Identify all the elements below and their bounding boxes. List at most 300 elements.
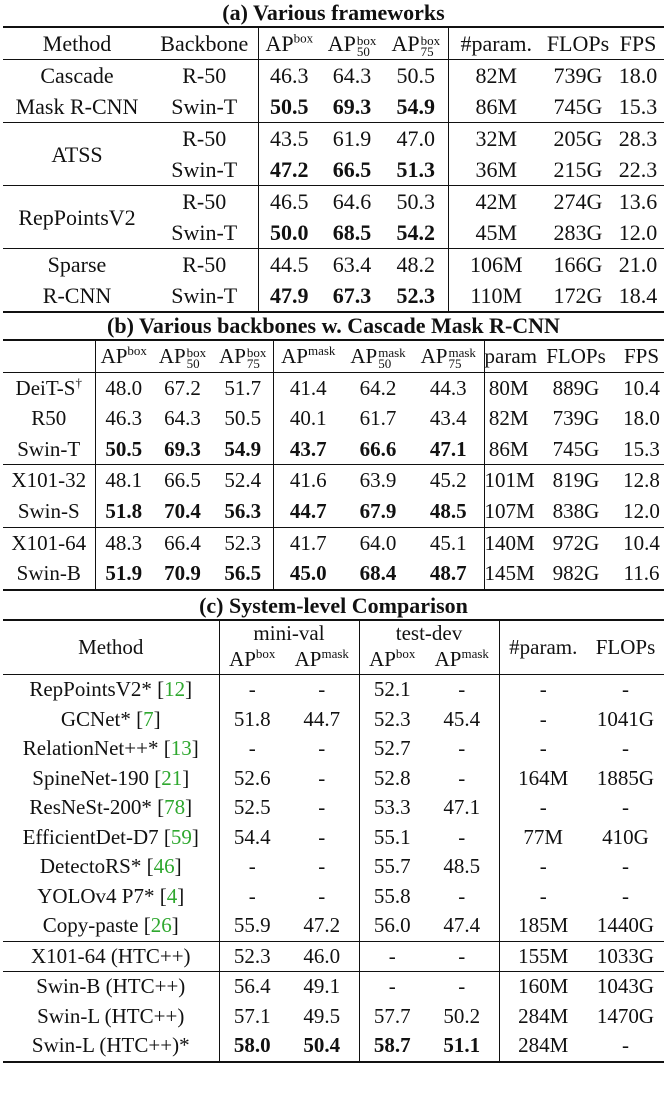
value-cell: -	[425, 882, 499, 912]
value-cell: 80M	[488, 375, 529, 400]
value-cell: 49.1	[285, 972, 359, 1002]
param-cell: 110M	[470, 283, 523, 308]
value-cell: 739G	[552, 406, 600, 431]
value-cell: 61.7	[359, 406, 397, 431]
col-method: Method	[42, 31, 112, 56]
ap50-cell: 64.6	[332, 189, 372, 214]
value-cell: 745G	[552, 436, 600, 461]
value-cell: 1043G	[596, 974, 655, 999]
col-ap-box: $AP^{box}$	[100, 343, 147, 368]
table-row	[3, 793, 664, 823]
value-cell: -	[425, 941, 499, 972]
value-cell: 82M	[488, 406, 529, 431]
value-cell: 46.0	[285, 941, 359, 972]
fps-cell: 21.0	[618, 252, 658, 277]
method-label: X101-64 (HTC++)	[30, 943, 191, 968]
backbone-cell	[3, 465, 95, 496]
value-cell: 63.9	[359, 468, 397, 493]
value-cell: 11.6	[623, 561, 660, 586]
param-cell: 36M	[475, 157, 518, 182]
table-a-header-row	[3, 27, 664, 60]
col-param: param	[484, 344, 537, 368]
value-cell: 52.7	[373, 736, 411, 761]
value-cell: 50.5	[213, 403, 273, 434]
value-cell: 44.7	[289, 498, 327, 523]
table-row	[3, 91, 664, 123]
value-cell: 1885G	[596, 765, 655, 790]
table-row	[3, 764, 664, 794]
ap-cell: 47.9	[270, 283, 309, 308]
value-cell: 52.5	[233, 795, 271, 820]
value-cell: 54.9	[213, 434, 273, 465]
param-cell: 106M	[469, 252, 523, 277]
value-cell: 52.4	[213, 465, 273, 496]
table-row	[3, 675, 664, 705]
method-cell: EfficientDet-D7 [59]	[3, 823, 219, 853]
backbone-cell	[3, 558, 95, 590]
citation-link[interactable]: 12	[164, 677, 186, 702]
ap50-cell: 69.3	[332, 94, 372, 119]
value-cell: 55.1	[373, 824, 411, 849]
value-cell: 50.2	[425, 1002, 499, 1032]
value-cell: 819G	[552, 468, 600, 493]
fps-cell: 15.3	[618, 94, 658, 119]
value-cell: 45.4	[425, 705, 499, 735]
param-cell: 82M	[475, 63, 518, 88]
col-ap-mask: $AP^{mask}$	[281, 343, 336, 368]
table-row	[3, 527, 664, 558]
value-cell: 64.0	[359, 530, 397, 555]
table-row	[3, 123, 664, 155]
fps-cell: 18.4	[618, 283, 658, 308]
method-label: Cascade	[40, 63, 114, 88]
method-cell	[3, 280, 151, 312]
value-cell: -	[248, 883, 256, 908]
col-ap75-mask: AP mask 75	[413, 340, 484, 372]
table-c-header-row-1	[3, 620, 664, 645]
backbone-label: Swin-S	[17, 498, 80, 523]
value-cell: 10.4	[623, 530, 660, 555]
value-cell: -	[285, 823, 359, 853]
value-cell: -	[285, 675, 359, 705]
value-cell: 47.2	[285, 911, 359, 941]
value-cell: 51.8	[233, 706, 271, 731]
col-minival-ap-mask: $AP^{mask}$	[285, 645, 359, 675]
value-cell: -	[622, 736, 630, 761]
value-cell: 77M	[523, 824, 564, 849]
ap-cell: 50.0	[270, 220, 309, 245]
value-cell: 52.3	[233, 943, 271, 968]
value-cell: -	[388, 974, 396, 999]
value-cell: -	[285, 852, 359, 882]
method-cell	[3, 1002, 219, 1032]
value-cell: 48.1	[105, 468, 143, 493]
method-cell: RelationNet++* [13]	[3, 734, 219, 764]
value-cell: 1033G	[596, 943, 655, 968]
value-cell: 45.1	[413, 527, 484, 558]
method-cell: YOLOv4 P7* [4]	[3, 882, 219, 912]
ap75-cell: 51.3	[384, 154, 448, 186]
method-label: RepPointsV2*	[29, 677, 152, 702]
value-cell: 15.3	[623, 436, 660, 461]
value-cell: 40.1	[289, 406, 327, 431]
backbone-cell	[3, 403, 95, 434]
col-ap: $AP^{box}$	[265, 30, 314, 56]
param-cell: 32M	[475, 126, 518, 151]
value-cell: 54.4	[233, 824, 271, 849]
backbone-label: X101-64	[11, 530, 87, 555]
value-cell: 47.1	[413, 434, 484, 465]
value-cell: 67.2	[164, 375, 201, 400]
value-cell: 45.2	[413, 465, 484, 496]
value-cell: 45.0	[289, 561, 327, 586]
value-cell: 55.8	[373, 883, 411, 908]
value-cell: 66.6	[359, 436, 397, 461]
method-label: ResNeSt-200*	[29, 795, 152, 820]
value-cell: 56.3	[213, 496, 273, 527]
col-fps: FPS	[623, 344, 660, 368]
col-minival-ap-box: $AP^{box}$	[229, 645, 276, 671]
value-cell: -	[248, 854, 256, 879]
value-cell: 1041G	[596, 706, 655, 731]
param-cell: 86M	[475, 94, 518, 119]
value-cell: 889G	[552, 375, 600, 400]
method-label: Copy-paste	[42, 913, 139, 938]
value-cell: -	[425, 734, 499, 764]
value-cell: 48.5	[425, 852, 499, 882]
flops-cell: 745G	[553, 94, 603, 119]
citation-link[interactable]: 46	[153, 854, 175, 879]
col-fps: FPS	[619, 31, 657, 56]
value-cell: 284M	[518, 1003, 569, 1028]
method-label: Swin-L (HTC++)*	[31, 1033, 190, 1058]
value-cell: 982G	[552, 561, 600, 586]
fps-cell: 28.3	[618, 126, 658, 151]
value-cell: 1470G	[596, 1003, 655, 1028]
value-cell: 56.5	[213, 558, 273, 590]
value-cell: 67.9	[359, 498, 397, 523]
table-row	[3, 280, 664, 312]
value-cell: -	[285, 882, 359, 912]
value-cell: -	[539, 736, 547, 761]
table-c-caption: (c) System-level Comparison	[199, 592, 468, 618]
value-cell: -	[248, 677, 256, 702]
ap75-cell: 50.3	[384, 186, 448, 218]
backbone-cell: R-50	[151, 249, 258, 281]
value-cell: 10.4	[623, 375, 660, 400]
method-cell: ResNeSt-200* [78]	[3, 793, 219, 823]
value-cell: 57.7	[373, 1003, 411, 1028]
backbone-cell	[3, 527, 95, 558]
ap75-cell: 50.5	[384, 60, 448, 92]
table-row	[3, 705, 664, 735]
value-cell: -	[248, 736, 256, 761]
flops-cell: 172G	[553, 283, 603, 308]
method-label: DetectoRS*	[39, 854, 142, 879]
value-cell: 70.9	[164, 561, 201, 586]
col-ap50: AP box 50	[327, 31, 377, 59]
value-cell: -	[622, 1033, 630, 1058]
method-label: EfficientDet-D7	[22, 824, 159, 849]
flops-cell: 274G	[553, 189, 603, 214]
value-cell: -	[622, 854, 630, 879]
table-row	[3, 823, 664, 853]
backbone-label: X101-32	[11, 468, 87, 493]
backbone-cell: R-50	[151, 60, 258, 92]
value-cell: 56.0	[373, 913, 411, 938]
method-label: SpineNet-190	[32, 765, 149, 790]
table-row	[3, 852, 664, 882]
value-cell: -	[539, 854, 547, 879]
flops-cell: 283G	[553, 220, 603, 245]
flops-cell: 205G	[553, 126, 603, 151]
value-cell: 68.4	[359, 561, 397, 586]
ap50-cell: 67.3	[332, 283, 372, 308]
value-cell: 284M	[518, 1033, 569, 1058]
value-cell: 41.6	[289, 468, 327, 493]
citation-link[interactable]: 7	[143, 706, 154, 731]
col-param: #param.	[509, 634, 578, 659]
value-cell: 410G	[602, 824, 649, 849]
value-cell: 52.3	[213, 527, 273, 558]
method-cell	[3, 972, 219, 1002]
table-row	[3, 496, 664, 527]
value-cell: 58.0	[233, 1033, 271, 1058]
value-cell: 52.1	[373, 677, 411, 702]
backbone-cell: Swin-T	[151, 280, 258, 312]
value-cell: 49.5	[285, 1002, 359, 1032]
col-backbone	[3, 340, 95, 372]
value-cell: 64.3	[164, 406, 201, 431]
value-cell: -	[425, 972, 499, 1002]
col-flops: FLOPs	[595, 634, 656, 659]
value-cell: 140M	[484, 530, 535, 555]
method-label: ATSS	[51, 141, 103, 167]
value-cell: 43.7	[289, 436, 327, 461]
ap75-cell: 48.2	[384, 249, 448, 281]
fps-cell: 22.3	[618, 157, 658, 182]
value-cell: 52.6	[233, 765, 271, 790]
method-cell: DetectoRS* [46]	[3, 852, 219, 882]
ap-cell: 43.5	[270, 126, 309, 151]
table-row	[3, 249, 664, 281]
col-param: #param.	[460, 31, 532, 56]
value-cell: 64.2	[359, 375, 397, 400]
value-cell: -	[539, 883, 547, 908]
method-label: RepPointsV2	[18, 204, 136, 230]
method-label: R-CNN	[42, 283, 112, 308]
flops-cell: 739G	[553, 63, 603, 88]
method-cell	[3, 91, 151, 123]
table-b-header-row	[3, 340, 664, 372]
param-cell: 45M	[475, 220, 518, 245]
ap75-cell: 54.2	[384, 217, 448, 249]
value-cell: 48.3	[105, 530, 143, 555]
value-cell: 50.5	[105, 436, 143, 461]
col-flops: FLOPs	[546, 31, 610, 56]
value-cell: 44.7	[285, 705, 359, 735]
ap50-cell: 64.3	[332, 63, 372, 88]
value-cell: 44.3	[413, 372, 484, 403]
value-cell: 164M	[518, 765, 569, 790]
value-cell: 155M	[518, 943, 569, 968]
table-row	[3, 911, 664, 941]
table-row	[3, 1031, 664, 1062]
fps-cell: 12.0	[618, 220, 658, 245]
ap-cell: 44.5	[270, 252, 309, 277]
value-cell: 58.7	[373, 1033, 411, 1058]
table-row	[3, 60, 664, 92]
method-cell: RepPointsV2* [12]	[3, 675, 219, 705]
ap75-cell: 54.9	[384, 91, 448, 123]
value-cell: -	[285, 734, 359, 764]
method-label: Swin-B (HTC++)	[36, 974, 186, 999]
method-cell	[3, 186, 151, 249]
ap50-cell: 61.9	[332, 126, 372, 151]
backbone-label: DeiT-S	[15, 375, 76, 400]
value-cell: 48.0	[105, 375, 143, 400]
method-cell: SpineNet-190 [21]	[3, 764, 219, 794]
method-cell	[3, 941, 219, 972]
col-testdev-ap-box: $AP^{box}$	[369, 645, 416, 671]
method-label: Mask R-CNN	[15, 94, 139, 119]
ap-cell: 50.5	[270, 94, 309, 119]
value-cell: 145M	[484, 561, 535, 586]
method-cell	[3, 1031, 219, 1062]
backbone-cell: Swin-T	[151, 91, 258, 123]
value-cell: 12.0	[623, 498, 660, 523]
value-cell: 51.7	[213, 372, 273, 403]
value-cell: 48.5	[413, 496, 484, 527]
backbone-cell: Swin-T	[151, 217, 258, 249]
table-a-caption: (a) Various frameworks	[222, 0, 445, 25]
table-row	[3, 465, 664, 496]
ap-cell: 46.3	[270, 63, 309, 88]
ap75-cell: 47.0	[384, 123, 448, 155]
value-cell: -	[425, 675, 499, 705]
dagger-mark: †	[75, 374, 82, 390]
value-cell: -	[425, 823, 499, 853]
value-cell: 55.7	[373, 854, 411, 879]
value-cell: 86M	[488, 436, 529, 461]
value-cell: 51.1	[425, 1031, 499, 1062]
backbone-cell	[3, 434, 95, 465]
value-cell: 51.8	[105, 498, 143, 523]
table-row	[3, 186, 664, 218]
value-cell: 55.9	[233, 913, 271, 938]
value-cell: 838G	[552, 498, 600, 523]
col-ap75-box: AP box 75	[213, 340, 273, 372]
col-group-minival: mini-val	[219, 620, 359, 645]
table-row	[3, 372, 664, 403]
col-group-testdev: test-dev	[359, 620, 499, 645]
citation-link[interactable]: 26	[150, 913, 172, 938]
method-cell	[3, 60, 151, 92]
backbone-cell: R-50	[151, 186, 258, 218]
value-cell: 41.4	[289, 375, 327, 400]
value-cell: -	[285, 793, 359, 823]
value-cell: 972G	[552, 530, 600, 555]
flops-cell: 166G	[553, 252, 603, 277]
value-cell: -	[388, 943, 396, 968]
table-b-caption: (b) Various backbones w. Cascade Mask R-CNN	[107, 313, 560, 338]
value-cell: 53.3	[373, 795, 411, 820]
method-label: Sparse	[47, 252, 107, 277]
backbone-label: Swin-B	[16, 561, 81, 586]
citation-link[interactable]: 13	[170, 736, 192, 761]
table-row	[3, 1002, 664, 1032]
col-testdev-ap-mask: $AP^{mask}$	[425, 645, 499, 675]
fps-cell: 18.0	[618, 63, 658, 88]
citation-link[interactable]: 21	[161, 765, 183, 790]
ap-cell: 47.2	[270, 157, 309, 182]
col-ap50-box: AP box 50	[158, 344, 207, 372]
value-cell: 51.9	[105, 561, 143, 586]
value-cell: -	[622, 883, 630, 908]
value-cell: -	[425, 764, 499, 794]
value-cell: 70.4	[164, 498, 201, 523]
table-row	[3, 434, 664, 465]
value-cell: 50.4	[285, 1031, 359, 1062]
method-label: Swin-L (HTC++)	[37, 1003, 185, 1028]
method-cell: GCNet* [7]	[3, 705, 219, 735]
backbone-cell	[3, 372, 95, 403]
col-ap75: AP box 75	[384, 27, 448, 60]
col-ap50-mask: AP mask 50	[350, 344, 406, 372]
method-label: GCNet*	[60, 706, 131, 731]
value-cell: 1440G	[596, 913, 655, 938]
value-cell: -	[539, 677, 547, 702]
col-method: Method	[3, 620, 219, 675]
value-cell: -	[622, 795, 630, 820]
value-cell: -	[539, 795, 547, 820]
backbone-label: R50	[31, 406, 67, 431]
table-row	[3, 734, 664, 764]
value-cell: 160M	[518, 974, 569, 999]
value-cell: 185M	[518, 913, 569, 938]
ap75-cell: 52.3	[384, 280, 448, 312]
value-cell: -	[622, 677, 630, 702]
value-cell: 69.3	[164, 436, 201, 461]
value-cell: 56.4	[233, 974, 271, 999]
method-cell	[3, 249, 151, 281]
value-cell: 57.1	[233, 1003, 271, 1028]
value-cell: 101M	[484, 468, 535, 493]
table-row	[3, 882, 664, 912]
value-cell: 47.1	[425, 793, 499, 823]
backbone-cell: Swin-T	[151, 154, 258, 186]
method-cell	[3, 123, 151, 186]
citation-link[interactable]: 59	[170, 824, 192, 849]
value-cell: 66.4	[164, 530, 201, 555]
citation-link[interactable]: 4	[166, 883, 178, 908]
citation-link[interactable]: 78	[164, 795, 186, 820]
value-cell: 66.5	[164, 468, 201, 493]
method-label: RelationNet++*	[22, 736, 159, 761]
ap50-cell: 68.5	[332, 220, 372, 245]
value-cell: 52.8	[373, 765, 411, 790]
value-cell: 47.4	[425, 911, 499, 941]
value-cell: 18.0	[623, 406, 660, 431]
col-flops: FLOPs	[546, 344, 606, 368]
table-c	[3, 619, 664, 1063]
backbone-cell	[3, 496, 95, 527]
value-cell: 43.4	[413, 403, 484, 434]
fps-cell: 13.6	[618, 189, 658, 214]
value-cell: 52.3	[373, 706, 411, 731]
table-b	[3, 339, 664, 591]
value-cell: 41.7	[289, 530, 327, 555]
